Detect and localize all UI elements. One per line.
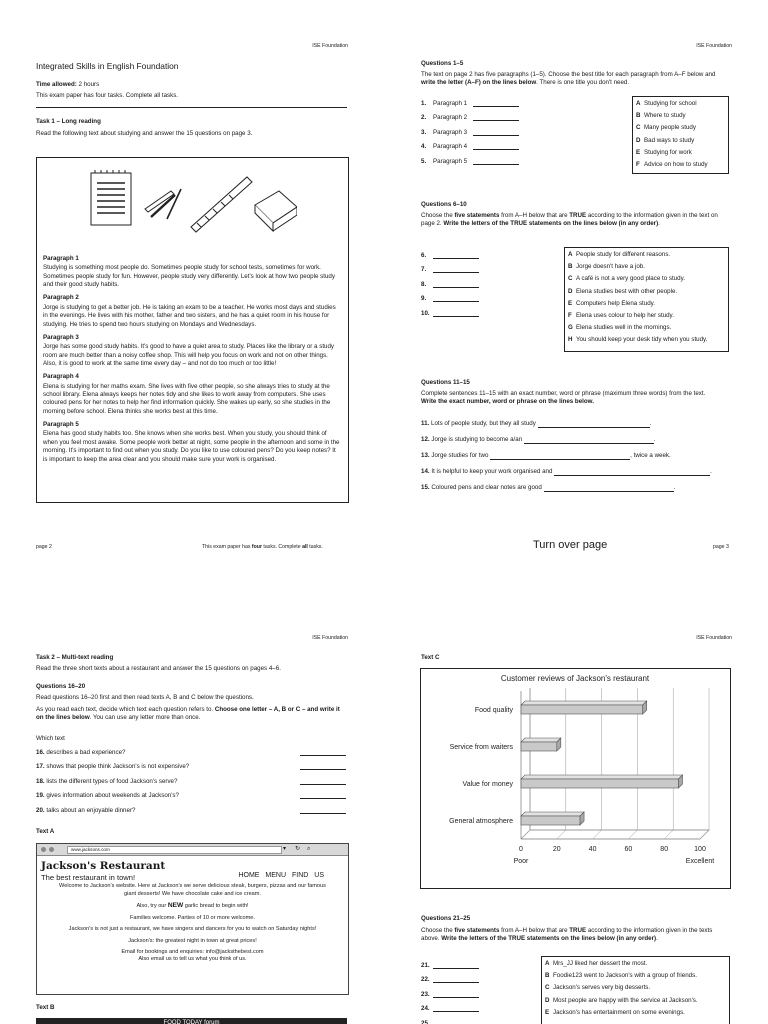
site-body bbox=[37, 883, 348, 963]
reviews-chart-svg bbox=[421, 669, 730, 888]
option-b: B Foodie123 went to Jackson's with a group of friends. bbox=[545, 972, 697, 980]
refresh-icon[interactable]: ↻ bbox=[295, 846, 301, 852]
answer-line[interactable] bbox=[433, 266, 479, 273]
answer-line[interactable] bbox=[544, 485, 674, 492]
paragraph-text: Jorge has some good study habits. It's good to have a quiet area to study. Places like the library or a study room are much better than a noisy coffee shop. This will help you focus on work and not on other things. Also, it is good to work at the same time every day – and not do too much or too little! bbox=[43, 343, 335, 367]
chart-category-label: General atmosphere bbox=[449, 818, 513, 825]
question-17: 17. shows that people think Jackson's is not expensive? bbox=[36, 763, 346, 777]
chart-bar-top bbox=[521, 775, 683, 779]
answer-row-21 bbox=[421, 962, 479, 976]
answer-line[interactable] bbox=[473, 158, 519, 165]
question-number: 2. bbox=[421, 114, 427, 122]
exam-page-4 bbox=[0, 590, 384, 1024]
task-instruction: Read the three short texts about a restaurant and answer the 15 questions on pages 4–6. bbox=[36, 665, 281, 672]
chart-bar bbox=[521, 705, 643, 714]
answer-row-25 bbox=[421, 1020, 479, 1024]
paragraph-text: Jorge is studying to get a better job. He is taking an exam to be a teacher. He works most days and studies in the evenings. He lives with his mother, father and two sisters, and he has a quiet room in his house for studying. He tries to spend two hours studying on Mondays and Wednesdays. bbox=[43, 303, 336, 328]
instr-bold: Write the exact number, word or phrase on the lines below. bbox=[421, 398, 594, 406]
jacksons-website bbox=[36, 843, 349, 995]
paragraph-text: Elena has good study habits too. She knows when she works best. When you study, you should think of when you feel most awake. Some people work better at night, some people in the afternoon and some in the morning. It's important to find out when you study. Do you like to use coloured pens? Do you keep notes? It is important to keep the area clear and you should make sure your work is organised. bbox=[43, 430, 340, 463]
instr-bold: five statements bbox=[454, 212, 500, 219]
q6-options-box bbox=[564, 247, 729, 352]
forward-icon[interactable] bbox=[49, 847, 54, 852]
q11-title: Questions 11–15 bbox=[421, 379, 470, 386]
instr-bold: write the letter (A–F) on the lines below bbox=[421, 79, 537, 87]
question-number: 25. bbox=[421, 1019, 430, 1024]
paragraph-1 bbox=[43, 255, 341, 289]
answer-line[interactable] bbox=[300, 792, 346, 799]
answer-row-8 bbox=[421, 281, 479, 295]
answer-line[interactable] bbox=[473, 100, 519, 107]
question-number: 3. bbox=[421, 128, 427, 136]
site-paragraph: Also email us to tell us what you think of us. bbox=[138, 956, 247, 963]
instr-text: . There is one title you don't need. bbox=[536, 79, 630, 87]
paragraph-title: Paragraph 4 bbox=[43, 373, 79, 381]
footer-text: tasks. bbox=[307, 544, 323, 550]
dropdown-icon[interactable]: ▾ bbox=[283, 846, 287, 852]
option-h: H You should keep your desk tidy when you study. bbox=[568, 336, 708, 344]
paragraph-3 bbox=[43, 334, 341, 368]
answer-line[interactable] bbox=[490, 453, 630, 460]
text-a-label: Text A bbox=[36, 828, 55, 835]
question-number: 1. bbox=[421, 100, 427, 107]
q16-read: Read questions 16–20 first and then read texts A, B and C below the questions. bbox=[36, 694, 254, 701]
page-header: ISE Foundation bbox=[696, 43, 732, 49]
paragraph-title: Paragraph 5 bbox=[43, 421, 79, 429]
question-16: 16. describes a bad experience? bbox=[36, 749, 346, 763]
answer-line[interactable] bbox=[300, 778, 346, 785]
option-e: E Jackson's has entertainment on some evenings. bbox=[545, 1008, 685, 1016]
site-paragraph: Jackson's: the greatest night in town at great prices! bbox=[128, 937, 257, 944]
option-b: B Jorge doesn't have a job. bbox=[568, 263, 645, 271]
question-19: 19. gives information about weekends at Jackson's? bbox=[36, 792, 346, 806]
answer-line[interactable] bbox=[433, 1005, 479, 1012]
question-number: 6. bbox=[421, 252, 427, 259]
option-a: A Mrs_JJ liked her dessert the most. bbox=[545, 960, 648, 967]
instr-text: Choose the bbox=[421, 212, 455, 219]
paragraph-2 bbox=[43, 294, 341, 328]
instr-bold: five statements bbox=[454, 927, 500, 934]
divider bbox=[36, 107, 347, 108]
chart-tick-label: 60 bbox=[624, 846, 633, 853]
question-number: 8. bbox=[421, 280, 427, 288]
sentence-14: 14. It is helpful to keep your work organised and . bbox=[421, 468, 712, 475]
instr-text: Choose the bbox=[421, 927, 455, 934]
option-c: C Jackson's serves very big desserts. bbox=[545, 984, 651, 992]
q21-title: Questions 21–25 bbox=[421, 915, 471, 922]
option-c: C A café is not a very good place to study. bbox=[568, 275, 685, 283]
exam-title: Integrated Skills in English Foundation bbox=[36, 61, 179, 71]
q1-title: Questions 1–5 bbox=[421, 60, 464, 67]
page-number: page 2 bbox=[36, 544, 52, 550]
chart-category-label: Service from waiters bbox=[449, 744, 513, 751]
answer-line[interactable] bbox=[554, 469, 710, 476]
q21-instruction bbox=[421, 927, 731, 944]
option-a: A Studying for school bbox=[636, 100, 697, 107]
question-number: 22. bbox=[421, 976, 430, 984]
chart-bar bbox=[521, 816, 580, 825]
chart-tick-label: 0 bbox=[519, 846, 523, 853]
chart-bar bbox=[521, 742, 557, 751]
question-number: 24. bbox=[421, 1005, 430, 1013]
footer-text: tasks. Complete bbox=[261, 544, 303, 550]
paragraph-label: Paragraph 2 bbox=[433, 114, 468, 122]
time-value: 2 hours bbox=[78, 81, 100, 88]
answer-row-24 bbox=[421, 1005, 479, 1019]
question-number: 10. bbox=[421, 309, 430, 317]
question-number: 5. bbox=[421, 157, 427, 165]
paragraph-text: Elena is studying for her maths exam. She lives with five other people, so she always tries to study at the school library. Elena always keeps her notes tidy and she likes to work away from computers. She uses coloured pens for her notes to help her find information quickly. She wakes up early, so she studies in the morning before school. Elena thinks she works best at this time. bbox=[43, 382, 331, 415]
answer-line[interactable] bbox=[433, 310, 479, 317]
footer-note bbox=[202, 544, 323, 551]
sentence-11: 11. Lots of people study, but they all study . bbox=[421, 420, 652, 427]
answer-line[interactable] bbox=[433, 976, 479, 983]
restaurant-tagline: The best restaurant in town! bbox=[41, 873, 136, 883]
chart-title: Customer reviews of Jackson's restaurant bbox=[500, 674, 650, 683]
text-b-label: Text B bbox=[36, 1004, 55, 1011]
study-items-illustration bbox=[87, 167, 297, 239]
site-paragraph: Email for bookings and enquiries: info@jacksthebest.com bbox=[121, 949, 264, 955]
reviews-chart bbox=[420, 668, 731, 889]
site-paragraph: Jackson's is not just a restaurant, we have singers and dancers for you to watch on Saturday nights! bbox=[68, 926, 317, 933]
search-icon[interactable]: ⌕ bbox=[307, 846, 311, 852]
answer-line[interactable] bbox=[433, 252, 479, 259]
option-d: D Elena studies best with other people. bbox=[568, 287, 678, 295]
q1-options-box bbox=[632, 96, 729, 174]
instr-bold: TRUE bbox=[569, 212, 587, 219]
option-g: G Elena studies well in the mornings. bbox=[568, 324, 672, 332]
answer-row-3 bbox=[421, 129, 519, 143]
time-label: Time allowed: bbox=[36, 81, 77, 88]
chart-category-label: Food quality bbox=[474, 707, 513, 714]
answer-row-5 bbox=[421, 158, 519, 172]
reading-paragraphs bbox=[43, 255, 341, 469]
instr-text: The text on page 2 has five paragraphs (1–5). Choose the best title for each paragraph from A–F below and bbox=[421, 71, 716, 78]
time-allowed bbox=[36, 81, 99, 89]
chart-bar bbox=[521, 779, 679, 788]
option-e: E Studying for work bbox=[636, 148, 692, 156]
question-number: 4. bbox=[421, 143, 427, 151]
chart-category-label: Value for money bbox=[462, 781, 513, 788]
chart-tick-label: 40 bbox=[588, 846, 597, 853]
reading-text-box bbox=[36, 157, 349, 503]
paragraph-title: Paragraph 3 bbox=[43, 333, 79, 341]
turn-over-label: Turn over page bbox=[533, 539, 608, 551]
answer-line[interactable] bbox=[524, 437, 654, 444]
instr-bold: TRUE bbox=[569, 927, 587, 934]
answer-row-22 bbox=[421, 976, 479, 990]
option-d: D Most people are happy with the service at Jackson's. bbox=[545, 996, 698, 1004]
chart-tick-label: 100 bbox=[694, 846, 706, 853]
instr-bold: Write the letters of the TRUE statements on the lines below (in any order) bbox=[441, 935, 657, 943]
footer-text: This exam paper has bbox=[202, 544, 252, 550]
nav-home[interactable]: HOME bbox=[238, 872, 260, 879]
answer-line[interactable] bbox=[433, 295, 479, 302]
paragraph-label: Paragraph 1 bbox=[433, 100, 468, 107]
exam-page-3 bbox=[384, 0, 768, 560]
nav-find-us[interactable]: FIND US bbox=[292, 872, 324, 879]
site-paragraph: Also, try our NEW garlic bread to begin with! bbox=[136, 902, 249, 910]
chart-bar-top bbox=[521, 701, 647, 705]
which-text-label: Which text bbox=[36, 735, 65, 742]
option-e: E Computers help Elena study. bbox=[568, 299, 655, 307]
exam-page-5 bbox=[384, 590, 768, 1024]
instr-text: . bbox=[658, 220, 660, 228]
answer-line[interactable] bbox=[473, 114, 519, 121]
sentence-13: 13. Jorge studies for two , twice a week. bbox=[421, 452, 671, 459]
answer-row-10 bbox=[421, 310, 479, 324]
page-header: ISE Foundation bbox=[312, 43, 348, 49]
q21-options-box bbox=[541, 956, 730, 1024]
q16-instruction bbox=[36, 706, 346, 723]
paragraph-text: Studying is something most people do. Sometimes people study for school tests, sometimes for work. Sometimes people study for fun. However, people study very differently. Let's look at how two people study and their good study habits. bbox=[43, 264, 335, 289]
page-number: page 3 bbox=[713, 544, 729, 550]
answer-row-7 bbox=[421, 266, 479, 280]
q11-instruction bbox=[421, 390, 731, 407]
answer-line[interactable] bbox=[538, 421, 650, 428]
answer-line[interactable] bbox=[473, 129, 519, 136]
answer-row-2 bbox=[421, 114, 519, 128]
instr-text: As you read each text, decide which text each question refers to. bbox=[36, 706, 215, 713]
option-d: D Bad ways to study bbox=[636, 136, 695, 144]
instr-text: . bbox=[656, 935, 658, 943]
instr-text: according to the information given in the texts above. bbox=[421, 927, 713, 943]
sentence-12: 12. Jorge is studying to become a/an . bbox=[421, 436, 656, 443]
sentence-15: 15. Coloured pens and clear notes are good . bbox=[421, 484, 676, 491]
back-icon[interactable] bbox=[41, 847, 46, 852]
instr-bold: Write the letters of the TRUE statements on the lines below (in any order) bbox=[443, 220, 659, 228]
chart-gridline bbox=[593, 830, 602, 839]
chart-gridline bbox=[664, 830, 673, 839]
chart-axis-label-excellent: Excellent bbox=[685, 858, 715, 865]
chart-tick-label: 20 bbox=[552, 846, 561, 853]
instr-text: according to the information given in the text on page 2. bbox=[421, 212, 718, 228]
answer-row-23 bbox=[421, 991, 479, 1005]
answer-row-4 bbox=[421, 143, 519, 157]
answer-row-6 bbox=[421, 252, 479, 266]
task-instruction: Read the following text about studying and answer the 15 questions on page 3. bbox=[36, 130, 253, 137]
answer-row-9 bbox=[421, 295, 479, 309]
q6-title: Questions 6–10 bbox=[421, 201, 467, 208]
answer-line[interactable] bbox=[473, 143, 519, 150]
q1-answers bbox=[421, 100, 519, 172]
page-header: ISE Foundation bbox=[312, 635, 348, 641]
paragraph-4 bbox=[43, 373, 341, 416]
browser-toolbar bbox=[37, 844, 348, 856]
answer-line[interactable] bbox=[300, 763, 346, 770]
option-a: A People study for different reasons. bbox=[568, 251, 671, 258]
instr-text: Complete sentences 11–15 with an exact number, word or phrase (maximum three words) from the text. bbox=[421, 390, 706, 397]
paragraph-label: Paragraph 5 bbox=[433, 157, 468, 165]
page-header: ISE Foundation bbox=[696, 635, 732, 641]
footer-bold: four bbox=[251, 544, 262, 550]
paragraph-title: Paragraph 1 bbox=[43, 255, 79, 262]
exam-page-2 bbox=[0, 0, 384, 560]
option-b: B Where to study bbox=[636, 112, 686, 120]
chart-tick-label: 80 bbox=[660, 846, 669, 853]
address-bar[interactable]: www.jacksons.com bbox=[67, 846, 282, 854]
answer-line[interactable] bbox=[433, 1020, 479, 1024]
paragraph-title: Paragraph 2 bbox=[43, 294, 79, 302]
option-f: F Advice on how to study bbox=[636, 160, 708, 168]
instr-bold: Choose one letter – A, B or C – and write it on the lines below bbox=[36, 706, 340, 722]
text-c-label: Text C bbox=[421, 654, 440, 661]
q6-instruction bbox=[421, 212, 731, 229]
nav-menu[interactable]: MENU bbox=[265, 872, 287, 879]
chart-gridline bbox=[557, 830, 566, 839]
question-number: 9. bbox=[421, 295, 427, 303]
footer-bold: all bbox=[302, 544, 308, 550]
task-title: Task 1 – Long reading bbox=[36, 118, 101, 125]
q21-answers bbox=[421, 962, 479, 1024]
paragraph-label: Paragraph 4 bbox=[433, 143, 468, 151]
answer-line[interactable] bbox=[300, 807, 346, 814]
chart-axis-label-poor: Poor bbox=[513, 858, 529, 865]
option-f: F Elena uses colour to help her study. bbox=[568, 311, 674, 319]
answer-line[interactable] bbox=[300, 749, 346, 756]
answer-line[interactable] bbox=[433, 281, 479, 288]
answer-line[interactable] bbox=[433, 962, 479, 969]
chart-bar-top bbox=[521, 812, 584, 816]
question-20: 20. talks about an enjoyable dinner? bbox=[36, 807, 346, 821]
chart-gridline bbox=[700, 830, 709, 839]
q16-questions bbox=[36, 749, 346, 821]
q11-sentences bbox=[421, 420, 712, 498]
question-number: 7. bbox=[421, 266, 427, 274]
forum-banner: FOOD TODAY forum bbox=[36, 1018, 347, 1024]
instr-text: from A–H below that are bbox=[499, 927, 570, 934]
q6-answers bbox=[421, 252, 479, 324]
chart-bar-top bbox=[521, 738, 561, 742]
question-number: 23. bbox=[421, 990, 430, 998]
task-title: Task 2 – Multi-text reading bbox=[36, 654, 114, 661]
paragraph-5 bbox=[43, 421, 341, 464]
chart-gridline bbox=[628, 830, 637, 839]
answer-line[interactable] bbox=[433, 991, 479, 998]
exam-intro: This exam paper has four tasks. Complete all tasks. bbox=[36, 92, 179, 99]
chart-gridline bbox=[521, 830, 530, 839]
instr-text: from A–H below that are bbox=[499, 212, 570, 219]
answer-row-1 bbox=[421, 100, 519, 114]
q1-instruction bbox=[421, 71, 731, 88]
site-paragraph: Families welcome. Parties of 10 or more welcome. bbox=[130, 914, 255, 921]
option-c: C Many people study bbox=[636, 124, 696, 132]
question-18: 18. lists the different types of food Jackson's serve? bbox=[36, 778, 346, 792]
paragraph-label: Paragraph 3 bbox=[433, 128, 468, 136]
instr-text: . You can use any letter more than once. bbox=[89, 714, 201, 722]
site-nav bbox=[238, 871, 324, 880]
q16-title: Questions 16–20 bbox=[36, 683, 86, 690]
restaurant-name: Jackson's Restaurant bbox=[41, 860, 166, 872]
question-number: 21. bbox=[421, 962, 430, 969]
site-paragraph: Welcome to Jackson's website. Here at Jackson's we serve delicious steak, burgers, pizzas and our famous giant desserts! We have chocolate cake and ice cream. bbox=[59, 883, 326, 897]
